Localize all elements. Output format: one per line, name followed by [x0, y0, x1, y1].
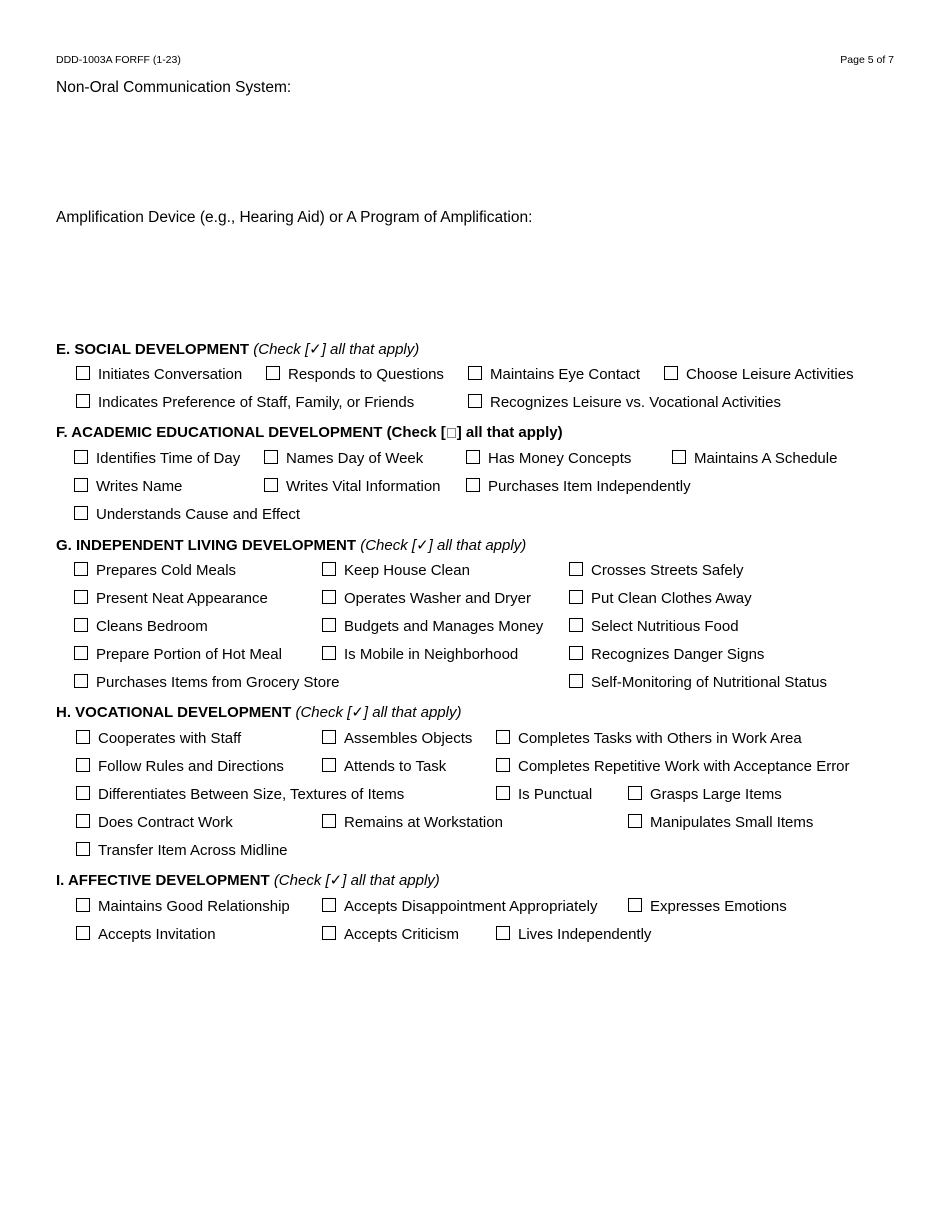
checkbox-maintains-a-schedule[interactable]: Maintains A Schedule — [672, 450, 837, 467]
checkbox-purchases-items-from-grocery-store[interactable]: Purchases Items from Grocery Store — [74, 674, 339, 691]
checkbox-writes-name[interactable]: Writes Name — [74, 478, 182, 495]
checkbox-accepts-disappointment[interactable]: Accepts Disappointment Appropriately — [322, 898, 597, 915]
checkbox-box[interactable] — [74, 506, 88, 520]
checkbox-box[interactable] — [496, 786, 510, 800]
checkbox-choose-leisure-activities[interactable]: Choose Leisure Activities — [664, 366, 854, 383]
checkbox-box[interactable] — [322, 926, 336, 940]
section-g-title: G. INDEPENDENT LIVING DEVELOPMENT — [56, 537, 357, 554]
checkbox-box[interactable] — [468, 366, 482, 380]
section-f-heading: F. ACADEMIC EDUCATIONAL DEVELOPMENT (Check [ ] all that apply) — [56, 424, 563, 441]
checkbox-box[interactable] — [76, 898, 90, 912]
checkbox-expresses-emotions[interactable]: Expresses Emotions — [628, 898, 787, 915]
checkbox-understands-cause-and-effect[interactable]: Understands Cause and Effect — [74, 506, 300, 523]
checkbox-box[interactable] — [266, 366, 280, 380]
amplification-device-label: Amplification Device (e.g., Hearing Aid) or A Program of Amplification: — [56, 209, 533, 226]
checkbox-budgets-and-manages-money[interactable]: Budgets and Manages Money — [322, 618, 543, 635]
section-e-heading — [56, 340, 419, 358]
checkbox-box[interactable] — [74, 618, 88, 632]
checkbox-is-punctual[interactable]: Is Punctual — [496, 786, 592, 803]
checkbox-box[interactable] — [466, 450, 480, 464]
checkbox-recognizes-leisure[interactable]: Recognizes Leisure vs. Vocational Activities — [468, 394, 781, 411]
checkbox-select-nutritious-food[interactable]: Select Nutritious Food — [569, 618, 739, 635]
checkbox-box[interactable] — [322, 758, 336, 772]
checkbox-box[interactable] — [76, 730, 90, 744]
checkbox-box[interactable] — [322, 730, 336, 744]
checkbox-grasps-large-items[interactable]: Grasps Large Items — [628, 786, 782, 803]
checkbox-box[interactable] — [569, 562, 583, 576]
section-i-instruction: (Check [✓] all that apply) — [273, 872, 440, 889]
checkbox-has-money-concepts[interactable]: Has Money Concepts — [466, 450, 631, 467]
page-number: Page 5 of 7 — [840, 54, 894, 66]
checkbox-follow-rules-and-directions[interactable]: Follow Rules and Directions — [76, 758, 284, 775]
checkbox-box[interactable] — [76, 786, 90, 800]
checkbox-box[interactable] — [322, 814, 336, 828]
checkbox-box[interactable] — [74, 590, 88, 604]
non-oral-communication-label: Non-Oral Communication System: — [56, 79, 292, 96]
checkbox-prepares-cold-meals[interactable]: Prepares Cold Meals — [74, 562, 236, 579]
checkbox-box[interactable] — [569, 618, 583, 632]
checkbox-box[interactable] — [569, 674, 583, 688]
checkbox-self-monitoring-of-nutritional-status[interactable]: Self-Monitoring of Nutritional Status — [569, 674, 827, 691]
checkbox-box[interactable] — [322, 562, 336, 576]
checkbox-manipulates-small-items[interactable]: Manipulates Small Items — [628, 814, 813, 831]
checkbox-prepare-portion-of-hot-meal[interactable]: Prepare Portion of Hot Meal — [74, 646, 282, 663]
checkbox-maintains-good-relationship[interactable]: Maintains Good Relationship — [76, 898, 290, 915]
checkbox-operates-washer-and-dryer[interactable]: Operates Washer and Dryer — [322, 590, 531, 607]
checkbox-box[interactable] — [76, 758, 90, 772]
checkbox-box[interactable] — [468, 394, 482, 408]
checkbox-box[interactable] — [264, 478, 278, 492]
checkbox-maintains-eye-contact[interactable]: Maintains Eye Contact — [468, 366, 640, 383]
checkbox-box[interactable] — [264, 450, 278, 464]
checkbox-cooperates-with-staff[interactable]: Cooperates with Staff — [76, 730, 241, 747]
checkbox-indicates-preference[interactable]: Indicates Preference of Staff, Family, or Friends — [76, 394, 414, 411]
checkbox-cleans-bedroom[interactable]: Cleans Bedroom — [74, 618, 208, 635]
checkbox-crosses-streets-safely[interactable]: Crosses Streets Safely — [569, 562, 744, 579]
checkbox-assembles-objects[interactable]: Assembles Objects — [322, 730, 472, 747]
section-h-title: H. VOCATIONAL DEVELOPMENT — [56, 704, 292, 721]
checkbox-present-neat-appearance[interactable]: Present Neat Appearance — [74, 590, 268, 607]
section-g-instruction: (Check [✓] all that apply) — [360, 537, 527, 554]
checkbox-box[interactable] — [322, 646, 336, 660]
checkbox-box[interactable] — [74, 646, 88, 660]
checkbox-put-clean-clothes-away[interactable]: Put Clean Clothes Away — [569, 590, 752, 607]
section-i-heading — [56, 871, 440, 889]
checkbox-box[interactable] — [628, 814, 642, 828]
checkbox-recognizes-danger-signs[interactable]: Recognizes Danger Signs — [569, 646, 764, 663]
checkbox-box[interactable] — [664, 366, 678, 380]
checkbox-transfer-item-across-midline[interactable]: Transfer Item Across Midline — [76, 842, 288, 859]
checkbox-purchases-item-independently[interactable]: Purchases Item Independently — [466, 478, 691, 495]
checkbox-does-contract-work[interactable]: Does Contract Work — [76, 814, 233, 831]
section-h-heading — [56, 703, 461, 721]
checkbox-attends-to-task[interactable]: Attends to Task — [322, 758, 446, 775]
empty-box-glyph — [447, 428, 456, 438]
section-e-title: E. SOCIAL DEVELOPMENT — [56, 341, 250, 358]
checkbox-names-day-of-week[interactable]: Names Day of Week — [264, 450, 423, 467]
checkbox-lives-independently[interactable]: Lives Independently — [496, 926, 651, 943]
checkbox-accepts-criticism[interactable]: Accepts Criticism — [322, 926, 459, 943]
checkbox-writes-vital-information[interactable]: Writes Vital Information — [264, 478, 441, 495]
checkbox-box[interactable] — [496, 926, 510, 940]
checkbox-box[interactable] — [76, 814, 90, 828]
checkbox-box[interactable] — [496, 758, 510, 772]
checkbox-box[interactable] — [74, 562, 88, 576]
checkbox-box[interactable] — [76, 366, 90, 380]
form-id: DDD-1003A FORFF (1-23) — [56, 54, 181, 66]
checkbox-box[interactable] — [74, 450, 88, 464]
section-h-instruction: (Check [✓] all that apply) — [295, 704, 462, 721]
checkbox-initiates-conversation[interactable]: Initiates Conversation — [76, 366, 242, 383]
section-i-title: I. AFFECTIVE DEVELOPMENT — [56, 872, 270, 889]
checkbox-box[interactable] — [322, 618, 336, 632]
checkbox-completes-repetitive-work[interactable]: Completes Repetitive Work with Acceptance Error — [496, 758, 850, 775]
section-g-heading — [56, 536, 526, 554]
checkbox-box[interactable] — [74, 478, 88, 492]
checkbox-box[interactable] — [569, 590, 583, 604]
checkbox-box[interactable] — [76, 842, 90, 856]
checkbox-accepts-invitation[interactable]: Accepts Invitation — [76, 926, 216, 943]
checkbox-box[interactable] — [74, 674, 88, 688]
checkbox-box[interactable] — [628, 898, 642, 912]
checkbox-is-mobile-in-neighborhood[interactable]: Is Mobile in Neighborhood — [322, 646, 518, 663]
section-e-instruction: (Check [✓] all that apply) — [253, 341, 420, 358]
checkbox-differentiates-between-size[interactable]: Differentiates Between Size, Textures of Items — [76, 786, 404, 803]
checkbox-keep-house-clean[interactable]: Keep House Clean — [322, 562, 470, 579]
checkbox-completes-tasks-with-others[interactable]: Completes Tasks with Others in Work Area — [496, 730, 802, 747]
checkbox-identifies-time-of-day[interactable]: Identifies Time of Day — [74, 450, 240, 467]
checkbox-box[interactable] — [628, 786, 642, 800]
checkbox-box[interactable] — [322, 898, 336, 912]
checkbox-box[interactable] — [569, 646, 583, 660]
checkbox-box[interactable] — [322, 590, 336, 604]
checkbox-box[interactable] — [466, 478, 480, 492]
checkbox-remains-at-workstation[interactable]: Remains at Workstation — [322, 814, 503, 831]
checkbox-box[interactable] — [76, 926, 90, 940]
checkbox-box[interactable] — [76, 394, 90, 408]
checkbox-box[interactable] — [672, 450, 686, 464]
checkbox-responds-to-questions[interactable]: Responds to Questions — [266, 366, 444, 383]
checkbox-box[interactable] — [496, 730, 510, 744]
